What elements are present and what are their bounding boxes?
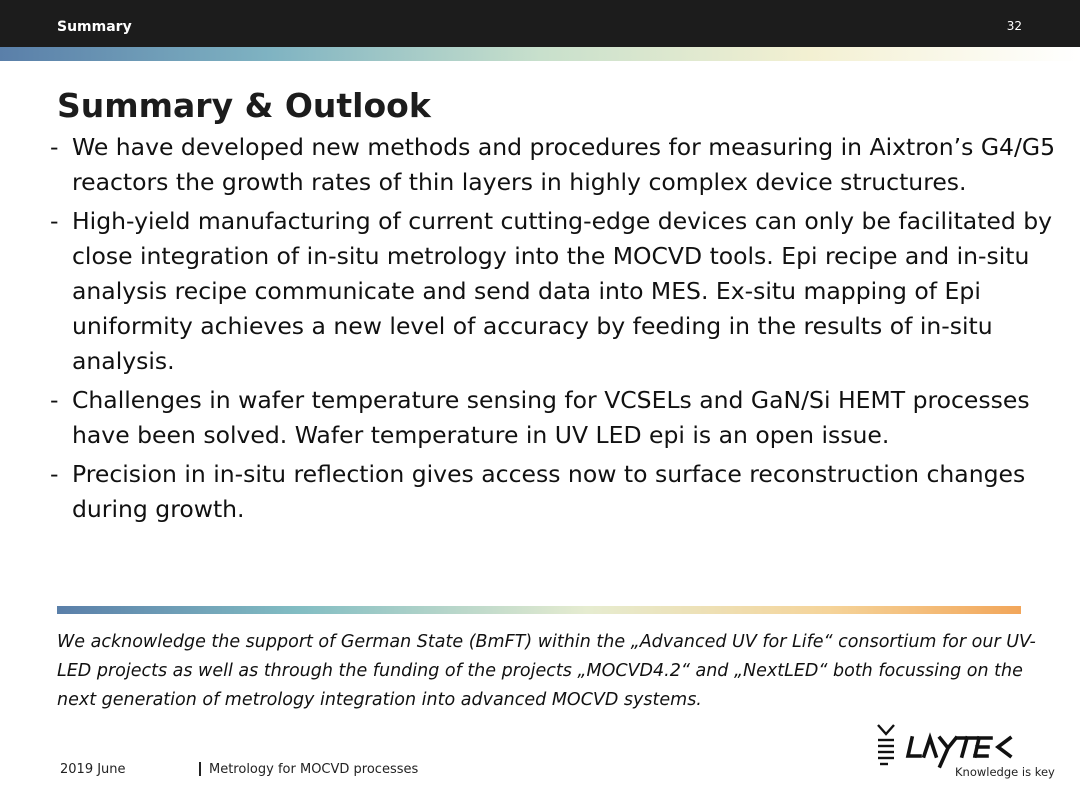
footer-separator xyxy=(199,762,201,776)
laytec-wordmark xyxy=(908,738,1010,766)
bullet-dash: - xyxy=(50,133,59,161)
bullet-dash: - xyxy=(50,386,59,414)
bullet-list xyxy=(46,130,1056,531)
bullet-text: We have developed new methods and procedures for measuring in Aixtron’s G4/G5 reactors the growth rates of thin layers in highly complex device structures. xyxy=(72,133,1056,196)
header-gradient-divider xyxy=(0,47,1080,61)
page-number: 32 xyxy=(1006,19,1022,33)
footer-date: 2019 June xyxy=(60,762,126,777)
bullet-text: Precision in in-situ reflection gives access now to surface reconstruction changes during growth. xyxy=(72,460,1026,523)
bullet-item xyxy=(46,204,1056,379)
page-title: Summary & Outlook xyxy=(57,86,431,125)
bullet-dash: - xyxy=(50,460,59,488)
bullet-item xyxy=(46,383,1056,453)
bullet-text: Challenges in wafer temperature sensing for VCSELs and GaN/Si HEMT processes have been solved. Wafer temperature in UV LED epi is an open issue. xyxy=(72,386,1030,449)
section-label: Summary xyxy=(57,19,132,35)
header-bar xyxy=(0,0,1080,47)
bullet-dash: - xyxy=(50,207,59,235)
bullet-item xyxy=(46,457,1056,527)
content-gradient-divider xyxy=(57,606,1021,614)
bullet-item xyxy=(46,130,1056,200)
acknowledgement-text: We acknowledge the support of German State (BmFT) within the „Advanced UV for Life“ consortium for our UV-LED projects as well as through the funding of the projects „MOCVD4.2“ and „NextLED“ both focussing on the next generation of metrology integration into advanced MOCVD systems. xyxy=(57,632,1036,710)
laytec-emblem-icon xyxy=(878,725,894,764)
bullet-text: High-yield manufacturing of current cutting-edge devices can only be facilitated by close integration of in-situ metrology into the MOCVD tools. Epi recipe and in-situ analysis recipe communicate and send data into MES. Ex-situ mapping of Epi uniformity achieves a new level of accuracy by feeding in the results of in-situ analysis. xyxy=(72,207,1053,375)
footer-title: Metrology for MOCVD processes xyxy=(209,762,419,777)
logo-tagline: Knowledge is key xyxy=(955,765,1055,779)
